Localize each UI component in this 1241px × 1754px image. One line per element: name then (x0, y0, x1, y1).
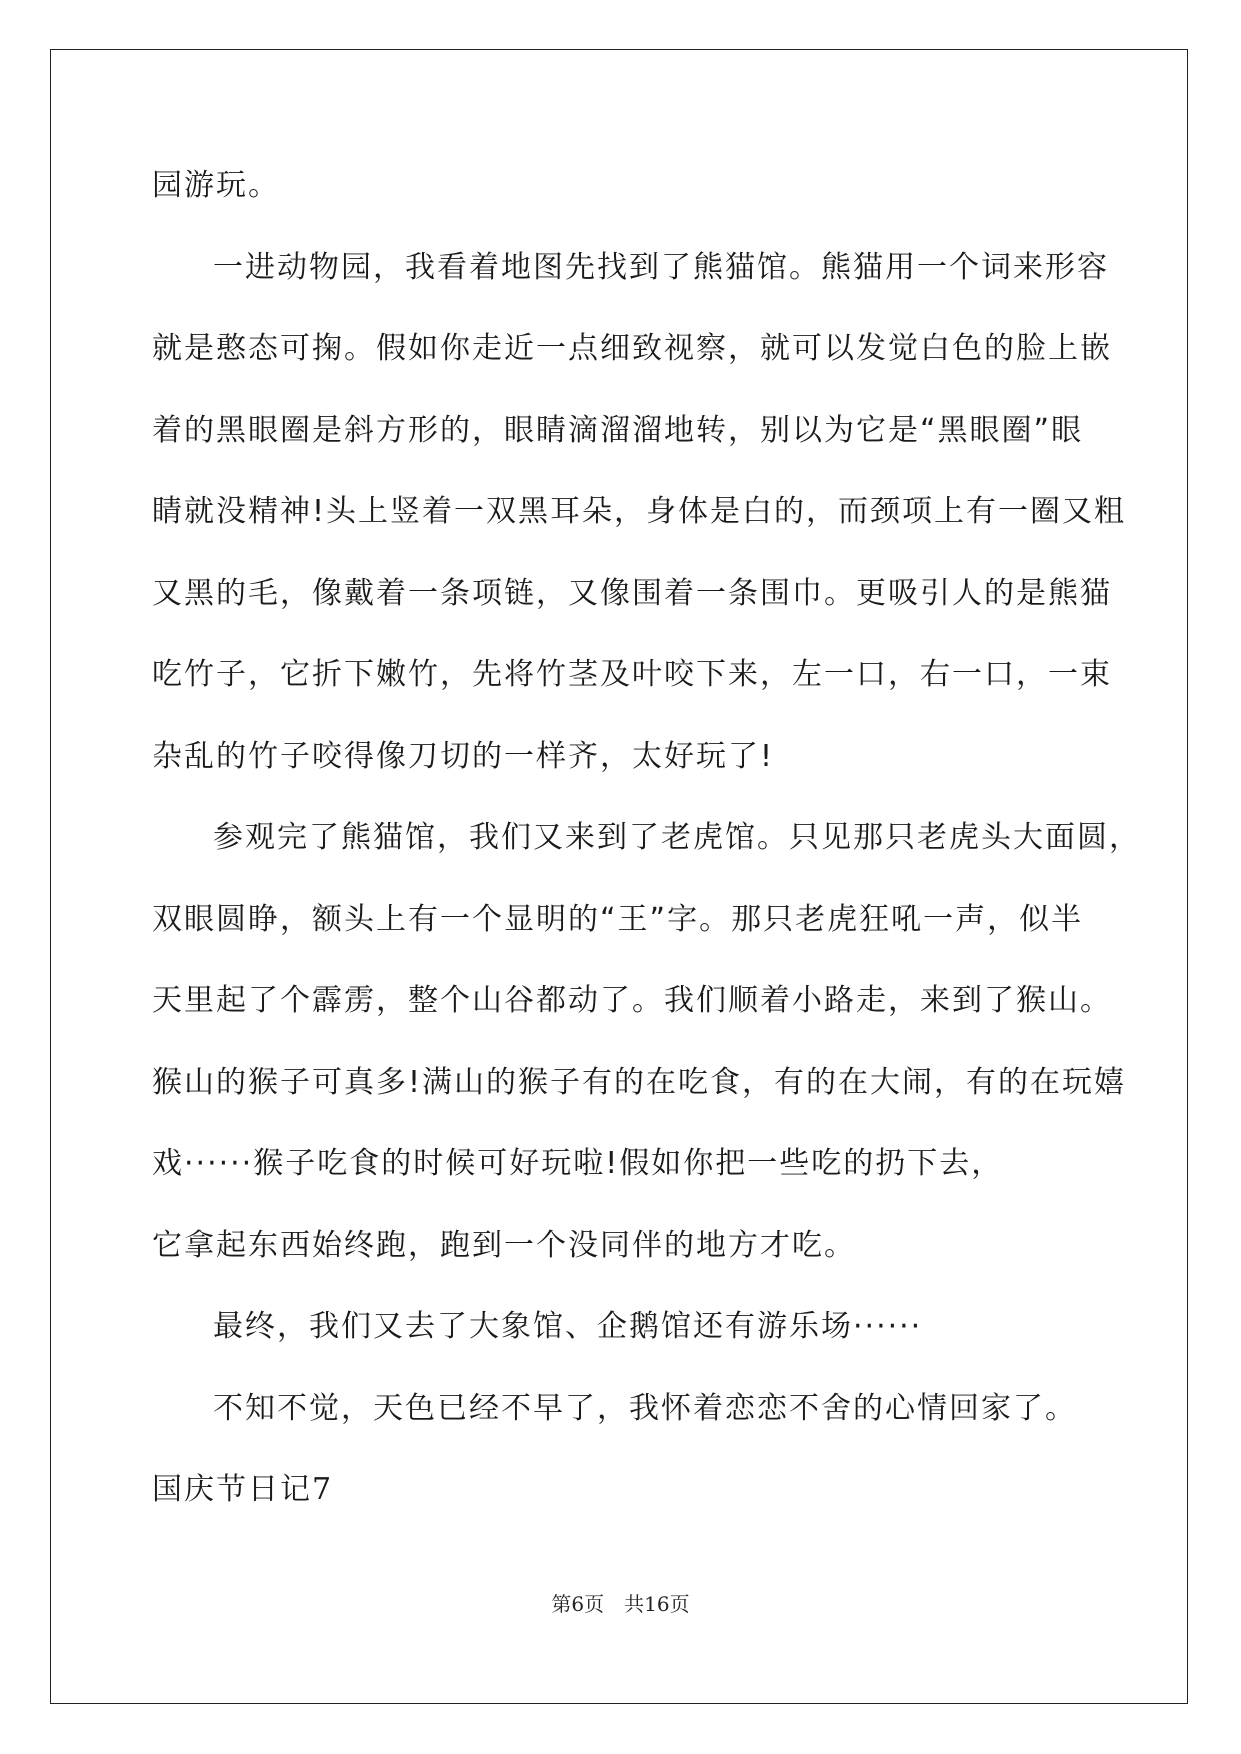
text-line: 吃竹子，它折下嫩竹，先将竹茎及叶咬下来，左一口，右一口，一束 (152, 657, 1112, 692)
paragraph-start-line: 参观完了熊猫馆，我们又来到了老虎馆。只见那只老虎头大面圆， (213, 820, 1141, 855)
text-line: 杂乱的竹子咬得像刀切的一样齐，太好玩了! (152, 738, 775, 774)
paragraph-start-line: 不知不觉，天色已经不早了，我怀着恋恋不舍的心情回家了。 (213, 1390, 1077, 1426)
paragraph-start-line: 最终，我们又去了大象馆、企鹅馆还有游乐场······ (213, 1309, 923, 1344)
text-line: 戏······猴子吃食的时候可好玩啦!假如你把一些吃的扔下去， (152, 1146, 1004, 1181)
text-line: 双眼圆睁，额头上有一个显明的“王”字。那只老虎狂吼一声，似半 (152, 901, 1084, 937)
text-line: 着的黑眼圈是斜方形的，眼睛滴溜溜地转，别以为它是“黑眼圈”眼 (152, 412, 1084, 448)
text-line: 睛就没精神!头上竖着一双黑耳朵，身体是白的，而颈项上有一圈又粗 (152, 494, 1127, 529)
text-line: 猴山的猴子可真多!满山的猴子有的在吃食，有的在大闹，有的在玩嬉 (152, 1064, 1127, 1100)
text-line: 天里起了个霹雳，整个山谷都动了。我们顺着小路走，来到了猴山。 (152, 983, 1112, 1018)
text-line: 就是憨态可掬。假如你走近一点细致视察，就可以发觉白色的脸上嵌 (152, 331, 1112, 366)
page-number-footer: 第6页 共16页 (551, 1592, 690, 1616)
document-body (152, 162, 1141, 1548)
section-heading: 国庆节日记7 (152, 1472, 334, 1507)
text-line: 园游玩。 (152, 168, 280, 203)
text-line: 它拿起东西始终跑，跑到一个没同伴的地方才吃。 (152, 1227, 856, 1263)
paragraph-start-line: 一进动物园，我看着地图先找到了熊猫馆。熊猫用一个词来形容 (213, 249, 1109, 285)
text-line: 又黑的毛，像戴着一条项链，又像围着一条围巾。更吸引人的是熊猫 (152, 575, 1112, 611)
